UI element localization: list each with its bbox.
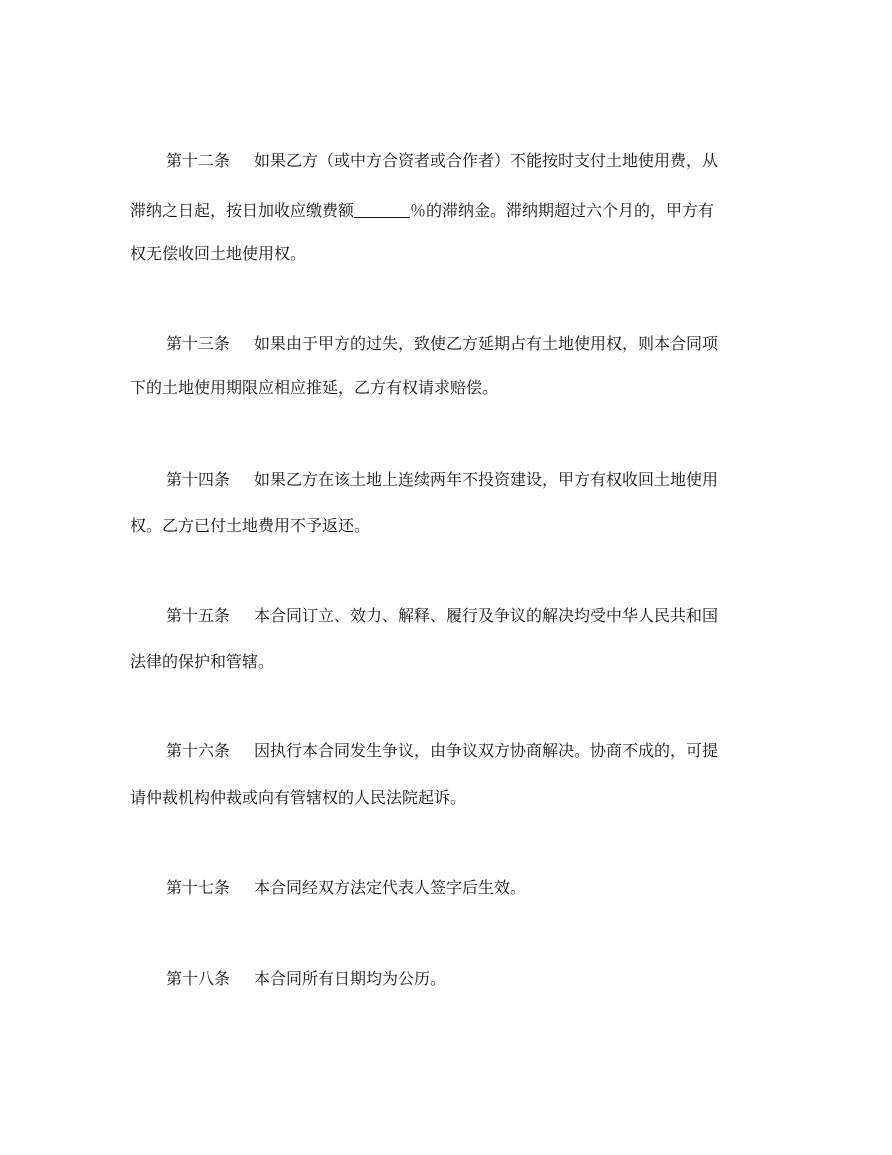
article-12-number: 第十二条 [166,151,231,170]
article-16-text-2: 请仲裁机构仲裁或向有管辖权的人民法院起诉。 [130,788,467,807]
article-17-text-1: 本合同经双方法定代表人签字后生效。 [254,878,527,897]
article-12-line-3 [130,240,770,268]
article-13-line-2 [130,374,770,402]
article-15-line-1 [166,602,770,630]
article-17-number: 第十七条 [166,878,231,897]
article-16-line-2 [130,784,770,812]
article-12-line-2 [130,197,770,225]
article-18-number: 第十八条 [166,969,231,988]
article-13-number: 第十三条 [166,334,231,353]
article-16-number: 第十六条 [166,741,231,760]
article-14-text-2: 权。乙方已付土地费用不予返还。 [130,516,371,535]
article-12-text-3: 权无偿收回土地使用权。 [130,244,307,263]
article-18-line-1 [166,965,770,993]
fill-in-blank [354,199,410,218]
article-12-line-1 [166,147,770,175]
article-13-line-1 [166,330,770,358]
article-12-text-2b: ％的滞纳金。滞纳期超过六个月的，甲方有 [410,201,715,220]
article-15-text-2: 法律的保护和管辖。 [130,652,275,671]
article-12-text-1: 如果乙方（或中方合资者或合作者）不能按时支付土地使用费，从 [254,151,719,170]
article-16-text-1: 因执行本合同发生争议，由争议双方协商解决。协商不成的，可提 [254,741,719,760]
article-15-text-1: 本合同订立、效力、解释、履行及争议的解决均受中华人民共和国 [254,606,719,625]
article-14-line-1 [166,466,770,494]
article-17-line-1 [166,874,770,902]
article-14-text-1: 如果乙方在该土地上连续两年不投资建设，甲方有权收回土地使用 [254,470,719,489]
article-16-line-1 [166,737,770,765]
article-12-text-2a: 滞纳之日起，按日加收应缴费额 [130,201,355,220]
article-13-text-2: 下的土地使用期限应相应推延，乙方有权请求赔偿。 [130,378,499,397]
article-14-number: 第十四条 [166,470,231,489]
article-14-line-2 [130,512,770,540]
article-13-text-1: 如果由于甲方的过失，致使乙方延期占有土地使用权，则本合同项 [254,334,719,353]
article-15-line-2 [130,648,770,676]
article-15-number: 第十五条 [166,606,231,625]
article-18-text-1: 本合同所有日期均为公历。 [254,969,447,988]
